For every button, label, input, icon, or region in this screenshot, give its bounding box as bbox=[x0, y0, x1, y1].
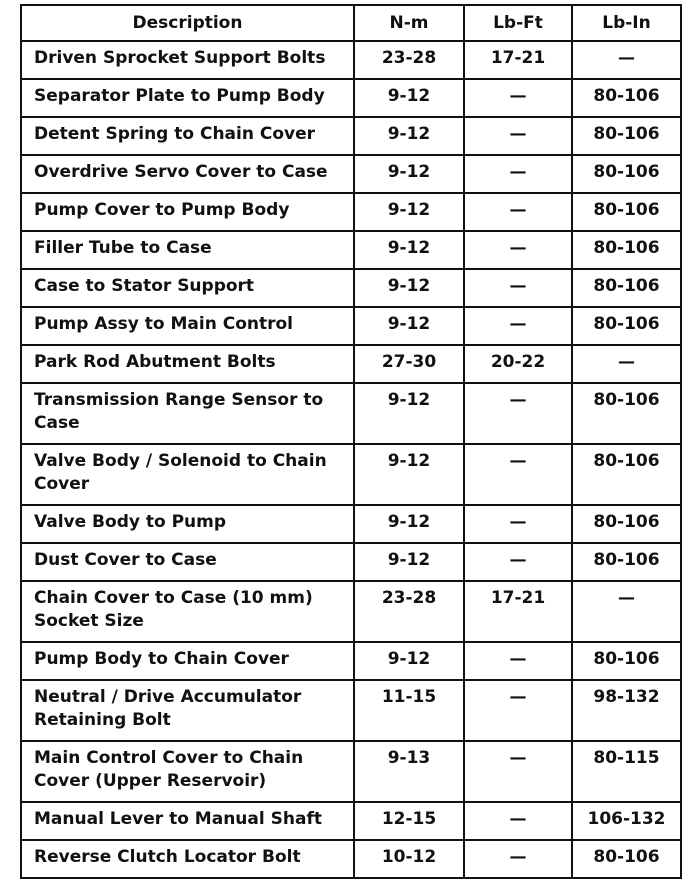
cell-description: Overdrive Servo Cover to Case bbox=[21, 155, 354, 193]
cell-lbin: 80-106 bbox=[572, 840, 681, 878]
cell-lbin: 80-106 bbox=[572, 231, 681, 269]
cell-nm: 9-13 bbox=[354, 741, 464, 802]
cell-lbft: — bbox=[464, 543, 572, 581]
cell-lbft: — bbox=[464, 383, 572, 444]
table-row bbox=[21, 383, 681, 444]
cell-description: Pump Assy to Main Control bbox=[21, 307, 354, 345]
cell-lbft: — bbox=[464, 193, 572, 231]
cell-lbft: 17-21 bbox=[464, 41, 572, 79]
cell-nm: 9-12 bbox=[354, 505, 464, 543]
table-row bbox=[21, 840, 681, 878]
table-row bbox=[21, 680, 681, 741]
cell-lbft: — bbox=[464, 802, 572, 840]
cell-nm: 9-12 bbox=[354, 269, 464, 307]
cell-lbft: — bbox=[464, 307, 572, 345]
cell-lbin: 80-106 bbox=[572, 155, 681, 193]
table-row bbox=[21, 155, 681, 193]
table-row bbox=[21, 117, 681, 155]
table-row bbox=[21, 41, 681, 79]
cell-nm: 23-28 bbox=[354, 41, 464, 79]
table-row bbox=[21, 193, 681, 231]
cell-lbft: — bbox=[464, 269, 572, 307]
cell-lbin: 98-132 bbox=[572, 680, 681, 741]
cell-nm: 9-12 bbox=[354, 193, 464, 231]
cell-description: Valve Body / Solenoid to Chain Cover bbox=[21, 444, 354, 505]
cell-description: Pump Body to Chain Cover bbox=[21, 642, 354, 680]
cell-lbft: — bbox=[464, 642, 572, 680]
cell-lbin: 80-115 bbox=[572, 741, 681, 802]
cell-description: Park Rod Abutment Bolts bbox=[21, 345, 354, 383]
cell-nm: 23-28 bbox=[354, 581, 464, 642]
cell-nm: 9-12 bbox=[354, 383, 464, 444]
header-description: Description bbox=[21, 5, 354, 41]
cell-lbin: 106-132 bbox=[572, 802, 681, 840]
table-row bbox=[21, 543, 681, 581]
cell-description: Reverse Clutch Locator Bolt bbox=[21, 840, 354, 878]
table-row bbox=[21, 802, 681, 840]
cell-nm: 9-12 bbox=[354, 117, 464, 155]
cell-description: Pump Cover to Pump Body bbox=[21, 193, 354, 231]
cell-lbin: — bbox=[572, 41, 681, 79]
table-row bbox=[21, 345, 681, 383]
cell-description: Chain Cover to Case (10 mm) Socket Size bbox=[21, 581, 354, 642]
cell-nm: 11-15 bbox=[354, 680, 464, 741]
cell-nm: 9-12 bbox=[354, 155, 464, 193]
cell-lbin: 80-106 bbox=[572, 307, 681, 345]
header-lbft: Lb-Ft bbox=[464, 5, 572, 41]
cell-nm: 12-15 bbox=[354, 802, 464, 840]
cell-description: Detent Spring to Chain Cover bbox=[21, 117, 354, 155]
cell-nm: 10-12 bbox=[354, 840, 464, 878]
cell-nm: 9-12 bbox=[354, 231, 464, 269]
cell-lbin: 80-106 bbox=[572, 444, 681, 505]
cell-lbft: — bbox=[464, 680, 572, 741]
cell-lbin: — bbox=[572, 345, 681, 383]
cell-description: Transmission Range Sensor to Case bbox=[21, 383, 354, 444]
cell-lbft: — bbox=[464, 741, 572, 802]
cell-lbin: 80-106 bbox=[572, 117, 681, 155]
cell-lbft: — bbox=[464, 79, 572, 117]
table-body bbox=[21, 41, 681, 878]
table-row bbox=[21, 444, 681, 505]
table-row bbox=[21, 307, 681, 345]
table-row bbox=[21, 231, 681, 269]
cell-lbft: — bbox=[464, 155, 572, 193]
cell-nm: 9-12 bbox=[354, 543, 464, 581]
table-header-row bbox=[21, 5, 681, 41]
cell-description: Driven Sprocket Support Bolts bbox=[21, 41, 354, 79]
cell-lbft: — bbox=[464, 444, 572, 505]
cell-description: Valve Body to Pump bbox=[21, 505, 354, 543]
cell-lbin: 80-106 bbox=[572, 193, 681, 231]
table-row bbox=[21, 581, 681, 642]
cell-description: Main Control Cover to Chain Cover (Upper Reservoir) bbox=[21, 741, 354, 802]
cell-lbft: 20-22 bbox=[464, 345, 572, 383]
cell-lbft: — bbox=[464, 231, 572, 269]
cell-nm: 9-12 bbox=[354, 444, 464, 505]
cell-lbin: 80-106 bbox=[572, 79, 681, 117]
header-nm: N-m bbox=[354, 5, 464, 41]
cell-nm: 9-12 bbox=[354, 79, 464, 117]
cell-description: Separator Plate to Pump Body bbox=[21, 79, 354, 117]
table-row bbox=[21, 79, 681, 117]
cell-nm: 27-30 bbox=[354, 345, 464, 383]
cell-lbin: 80-106 bbox=[572, 642, 681, 680]
cell-lbft: — bbox=[464, 840, 572, 878]
cell-description: Filler Tube to Case bbox=[21, 231, 354, 269]
cell-description: Neutral / Drive Accumulator Retaining Bolt bbox=[21, 680, 354, 741]
cell-nm: 9-12 bbox=[354, 307, 464, 345]
cell-lbft: — bbox=[464, 505, 572, 543]
cell-lbft: 17-21 bbox=[464, 581, 572, 642]
header-lbin: Lb-In bbox=[572, 5, 681, 41]
cell-description: Manual Lever to Manual Shaft bbox=[21, 802, 354, 840]
cell-lbft: — bbox=[464, 117, 572, 155]
torque-spec-table bbox=[20, 4, 682, 879]
cell-lbin: 80-106 bbox=[572, 505, 681, 543]
table-row bbox=[21, 642, 681, 680]
cell-lbin: 80-106 bbox=[572, 543, 681, 581]
cell-lbin: 80-106 bbox=[572, 269, 681, 307]
table-row bbox=[21, 741, 681, 802]
cell-lbin: 80-106 bbox=[572, 383, 681, 444]
cell-description: Dust Cover to Case bbox=[21, 543, 354, 581]
table-row bbox=[21, 269, 681, 307]
table-row bbox=[21, 505, 681, 543]
cell-description: Case to Stator Support bbox=[21, 269, 354, 307]
cell-nm: 9-12 bbox=[354, 642, 464, 680]
cell-lbin: — bbox=[572, 581, 681, 642]
